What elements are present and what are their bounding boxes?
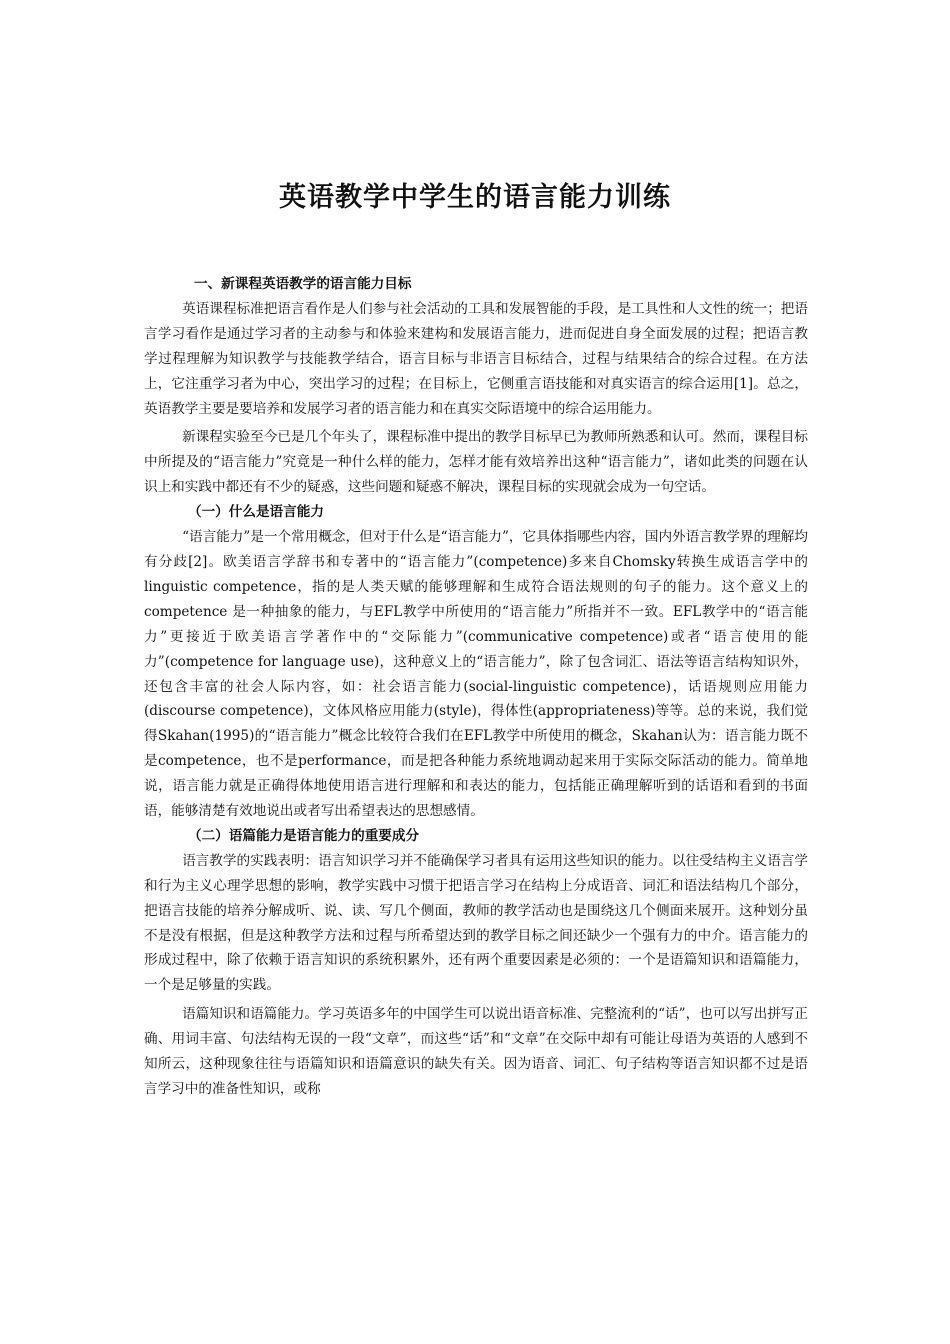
document-title: 英语教学中学生的语言能力训练	[279, 182, 671, 213]
subsection-heading-1: （一）什么是语言能力	[188, 504, 324, 521]
paragraph: 语言教学的实践表明：语言知识学习并不能确保学习者具有运用这些知识的能力。以往受结构主义语言学和行为主义心理学思想的影响，教学实践中习惯于把语言学习在结构上分成语音、词汇和语法结构几个部分，把语言技能的培养分解成听、说、读、写几个侧面，教师的教学活动也是围绕这几个侧面来展开。这种划分虽不是没有根据，但是这种教学方法和过程与所希望达到的教学目标之间还缺少一个强有力的中介。语言能力的形成过程中，除了依赖于语言知识的系统积累外，还有两个重要因素是必须的：一个是语篇知识和语篇能力，一个是足够量的实践。	[144, 852, 808, 994]
paragraph: 英语课程标准把语言看作是人们参与社会活动的工具和发展智能的手段，是工具性和人文性的统一；把语言学习看作是通过学习者的主动参与和体验来建构和发展语言能力，进而促进自身全面发展的过程；把语言教学过程理解为知识教学与技能教学结合，语言目标与非语言目标结合，过程与结果结合的综合过程。在方法上，它注重学习者为中心，突出学习的过程；在目标上，它侧重言语技能和对真实语言的综合运用[1]。总之，英语教学主要是要培养和发展学习者的语言能力和在真实交际语境中的综合运用能力。	[144, 300, 808, 417]
document-body	[144, 272, 808, 1102]
section-heading-1: 一、新课程英语教学的语言能力目标	[194, 276, 412, 292]
paragraph: “语言能力”是一个常用概念，但对于什么是“语言能力”，它具体指哪些内容，国内外语言教学界的理解均有分歧[2]。欧美语言学辞书和专著中的“语言能力”(competence)多来自Chomsky转换生成语言学中的linguistic competence，指的是人类天赋的能够理解和生成符合语法规则的句子的能力。这个意义上的 competence 是一种抽象的能力，与EFL教学中所使用的“语言能力”所指并不一致。EFL教学中的“语言能力”更接近于欧美语言学著作中的“交际能力”(communicative competence)或者“语言使用的能力”(competence for language use)，这种意义上的“语言能力”，除了包含词汇、语法等语言结构知识外，还包含丰富的社会人际内容，如：社会语言能力(social-linguistic competence)，话语规则应用能力(discourse competence)，文体风格应用能力(style)，得体性(appropriateness)等等。总的来说，我们觉得Skahan(1995)的“语言能力”概念比较符合我们在EFL教学中所使用的概念，Skahan认为：语言能力既不是competence，也不是performance，而是把各种能力系统地调动起来用于实际交际活动的能力。简单地说，语言能力就是正确得体地使用语言进行理解和和表达的能力，包括能正确理解听到的话语和看到的书面语，能够清楚有效地说出或者写出希望表达的思想感情。	[144, 529, 808, 820]
paragraph: 语篇知识和语篇能力。学习英语多年的中国学生可以说出语音标准、完整流利的“话”，也可以写出拼写正确、用词丰富、句法结构无误的一段“文章”，而这些“话”和“文章”在交际中却有可能让母语为英语的人感到不知所云，这种现象往往与语篇知识和语篇意识的缺失有关。因为语音、词汇、句子结构等语言知识都不过是语言学习中的准备性知识，或称	[144, 1006, 808, 1097]
paragraph: 新课程实验至今已是几个年头了，课程标准中提出的教学目标早已为教师所熟悉和认可。然而，课程目标中所提及的“语言能力”究竟是一种什么样的能力，怎样才能有效培养出这种“语言能力”，诸如此类的问题在认识上和实践中都还有不少的疑惑，这些问题和疑惑不解决，课程目标的实现就会成为一句空话。	[144, 429, 808, 496]
subsection-heading-2: （二）语篇能力是语言能力的重要成分	[188, 827, 420, 844]
